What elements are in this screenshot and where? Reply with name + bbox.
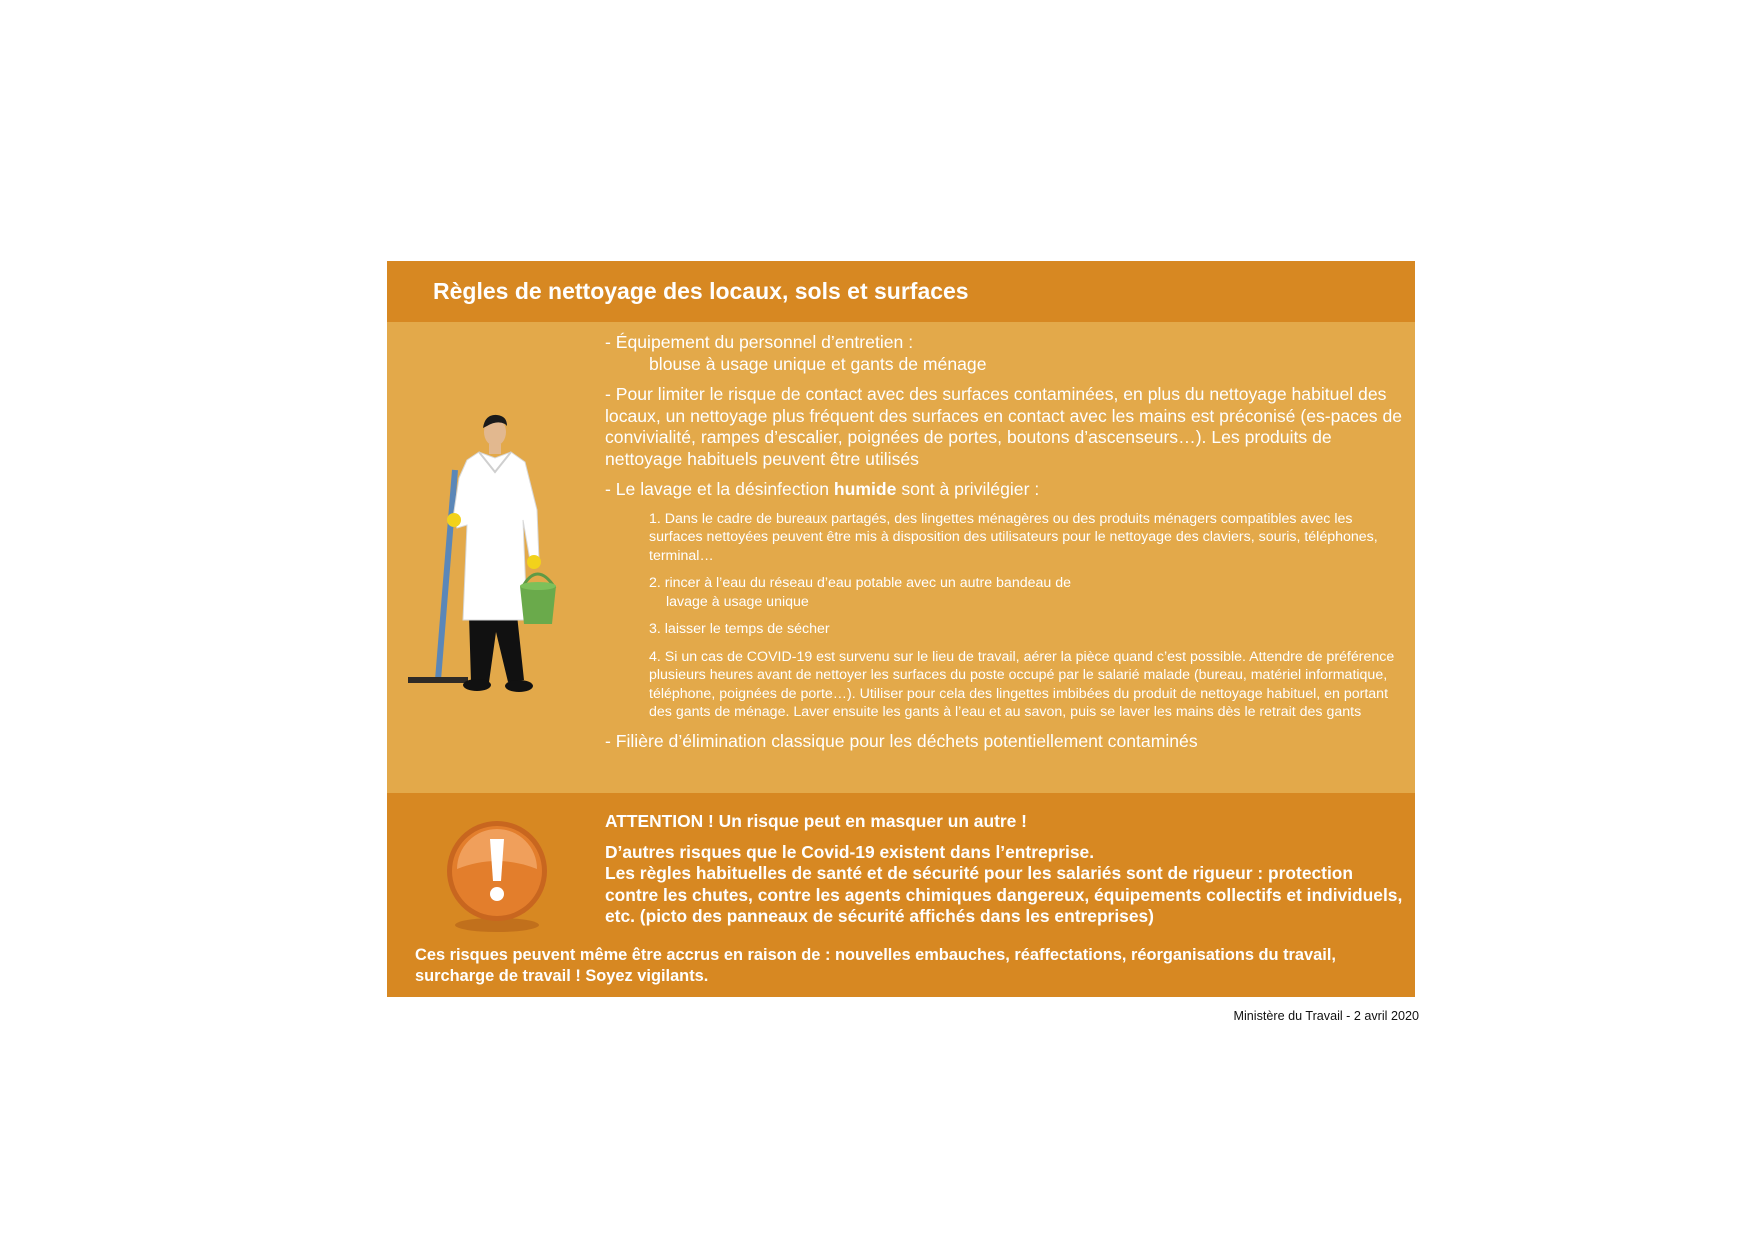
equipment-line: - Équipement du personnel d’entretien : — [605, 332, 914, 352]
bucket — [520, 586, 556, 624]
washing-steps — [649, 510, 1405, 722]
trousers — [469, 615, 524, 682]
left-glove — [447, 513, 461, 527]
step-continuation: lavage à usage unique — [666, 593, 809, 610]
header-band — [387, 261, 1415, 322]
step-text: 2. rincer à l’eau du réseau d’eau potable avec un autre bandeau de — [649, 575, 1071, 591]
step-text: 1. Dans le cadre de bureaux partagés, des lingettes ménagères ou des produits ménagers compatibles avec les surfaces nettoyées peuvent être mis à disposition des utilisateurs pour le nettoyage des claviers, souris, téléphones, terminal… — [649, 510, 1378, 564]
step-item — [649, 574, 1405, 611]
equipment-rule — [605, 332, 1405, 375]
cleaning-worker-illustration — [407, 410, 577, 700]
left-shoe — [463, 679, 491, 691]
warning-band — [387, 793, 1415, 997]
mop-head — [408, 677, 468, 683]
right-shoe — [505, 680, 533, 692]
washing-rule — [605, 479, 1405, 501]
cleaning-rules — [605, 332, 1405, 761]
washing-emphasis: humide — [833, 479, 897, 499]
mop-handle — [438, 470, 455, 680]
source-credit: Ministère du Travail - 2 avril 2020 — [1233, 1009, 1419, 1023]
step-item — [649, 620, 1405, 639]
step-text: 3. laisser le temps de sécher — [649, 621, 830, 637]
warning-text — [605, 811, 1405, 928]
step-item — [649, 510, 1405, 566]
warning-line-2: Les règles habituelles de santé et de sécurité pour les salariés sont de rigueur : protection contre les chutes, contre les agents chimiques dangereux, équipements collectifs et individuels, etc. (picto des panneaux de sécurité affichés dans les entreprises) — [605, 863, 1403, 926]
step-text: 4. Si un cas de COVID-19 est survenu sur le lieu de travail, aérer la pièce quand c’est possible. Attendre de préférence plusieurs heures avant de nettoyer les surfaces du poste occupé par le salarié malade (bureau, matériel informatique, téléphone, poignées de porte…). Utiliser pour cela des lingettes imbibées du produit de nettoyage habituel, en portant des gants de ménage. Laver ensuite les gants à l’eau et au savon, puis se laver les mains dès le retrait des gants — [649, 648, 1395, 720]
washing-suffix: sont à privilégier : — [896, 479, 1040, 499]
right-glove — [527, 555, 541, 569]
warning-title: ATTENTION ! Un risque peut en masquer un autre ! — [605, 811, 1027, 831]
washing-prefix: - Le lavage et la désinfection — [605, 479, 834, 499]
disposal-rule: - Filière d’élimination classique pour les déchets potentiellement contaminés — [605, 730, 1198, 751]
main-panel — [387, 322, 1415, 793]
exclamation-icon — [445, 819, 549, 935]
page-title: Règles de nettoyage des locaux, sols et surfaces — [433, 278, 969, 304]
step-item — [649, 648, 1405, 722]
contact-rule: - Pour limiter le risque de contact avec des surfaces contaminées, en plus du nettoyage habituel des locaux, un nettoyage plus fréquent des surfaces en contact avec les mains est préconisé (es-paces de convivialité, rampes d’escalier, poignées de portes, boutons d’ascenseurs…). Les produits de nettoyage habituels peuvent être utilisés — [605, 384, 1403, 469]
exclamation-dot — [490, 887, 504, 901]
equipment-detail: blouse à usage unique et gants de ménage — [649, 353, 987, 374]
warning-line-1: D’autres risques que le Covid-19 existent dans l’entreprise. — [605, 841, 1095, 862]
infographic-sheet — [387, 261, 1415, 997]
warning-footer: Ces risques peuvent même être accrus en raison de : nouvelles embauches, réaffectations, réorganisations du travail, surcharge de travail ! Soyez vigilants. — [415, 946, 1336, 985]
bucket-rim — [520, 582, 556, 590]
